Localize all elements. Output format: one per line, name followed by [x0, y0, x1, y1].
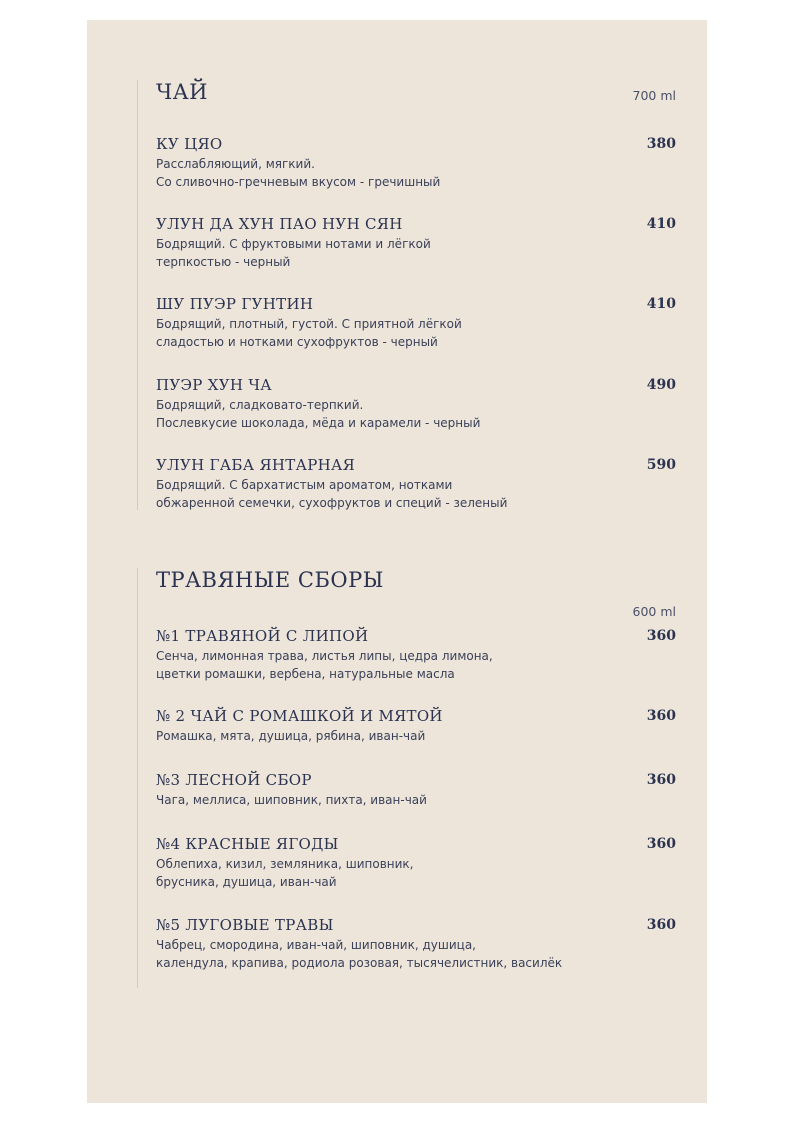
item-name: №1 ТРАВЯНОЙ С ЛИПОЙ	[156, 627, 369, 645]
item-name: №4 КРАСНЫЕ ЯГОДЫ	[156, 835, 339, 853]
menu-item	[156, 770, 676, 810]
menu-page	[87, 20, 707, 1103]
menu-item	[156, 626, 676, 683]
item-price: 360	[646, 917, 676, 933]
item-description: Ромашка, мята, душица, рябина, иван-чай	[156, 729, 426, 743]
item-description: Бодрящий, сладковато-терпкий. Послевкусие шоколада, мёда и карамели - черный	[156, 398, 481, 430]
menu-item	[156, 134, 676, 191]
item-description: Сенча, лимонная трава, листья липы, цедра лимона, цветки ромашки, вербена, натуральные масла	[156, 649, 493, 681]
item-price: 360	[646, 772, 676, 788]
item-price: 410	[646, 296, 676, 312]
item-description: Облепиха, кизил, земляника, шиповник, брусника, душица, иван-чай	[156, 857, 414, 889]
item-description: Бодрящий, плотный, густой. С приятной лёгкой сладостью и нотками сухофруктов - черный	[156, 317, 462, 349]
menu-item	[156, 294, 676, 351]
volume-label: 600 ml	[632, 604, 676, 619]
item-name: УЛУН ГАБА ЯНТАРНАЯ	[156, 456, 356, 474]
item-price: 380	[646, 136, 676, 152]
item-name: КУ ЦЯО	[156, 135, 223, 153]
item-price: 590	[646, 457, 676, 473]
menu-item	[156, 915, 676, 972]
item-price: 410	[646, 216, 676, 232]
menu-item	[156, 455, 676, 512]
item-name: №5 ЛУГОВЫЕ ТРАВЫ	[156, 916, 334, 934]
item-description: Расслабляющий, мягкий. Со сливочно-гречневым вкусом - гречишный	[156, 157, 441, 189]
item-name: УЛУН ДА ХУН ПАО НУН СЯН	[156, 215, 403, 233]
herbal-section	[137, 568, 676, 988]
menu-item	[156, 834, 676, 891]
item-price: 360	[646, 628, 676, 644]
item-name: ПУЭР ХУН ЧА	[156, 376, 272, 394]
item-description: Бодрящий. С фруктовыми нотами и лёгкой терпкостью - черный	[156, 237, 431, 269]
item-description: Бодрящий. С бархатистым ароматом, нотками обжаренной семечки, сухофруктов и специй - зеленый	[156, 478, 508, 510]
item-description: Чага, меллиса, шиповник, пихта, иван-чай	[156, 793, 427, 807]
item-price: 360	[646, 836, 676, 852]
menu-item	[156, 214, 676, 271]
item-price: 490	[646, 377, 676, 393]
item-name: № 2 ЧАЙ С РОМАШКОЙ И МЯТОЙ	[156, 707, 443, 725]
section-title: ЧАЙ	[156, 80, 208, 104]
volume-label: 700 ml	[632, 88, 676, 103]
item-description: Чабрец, смородина, иван-чай, шиповник, душица, календула, крапива, родиола розовая, тысячелистник, василёк	[156, 938, 563, 970]
item-name: №3 ЛЕСНОЙ СБОР	[156, 771, 312, 789]
item-price: 360	[646, 708, 676, 724]
menu-item	[156, 706, 676, 746]
item-name: ШУ ПУЭР ГУНТИН	[156, 295, 314, 313]
tea-section	[137, 80, 676, 510]
section-title: ТРАВЯНЫЕ СБОРЫ	[156, 568, 384, 592]
menu-item	[156, 375, 676, 432]
